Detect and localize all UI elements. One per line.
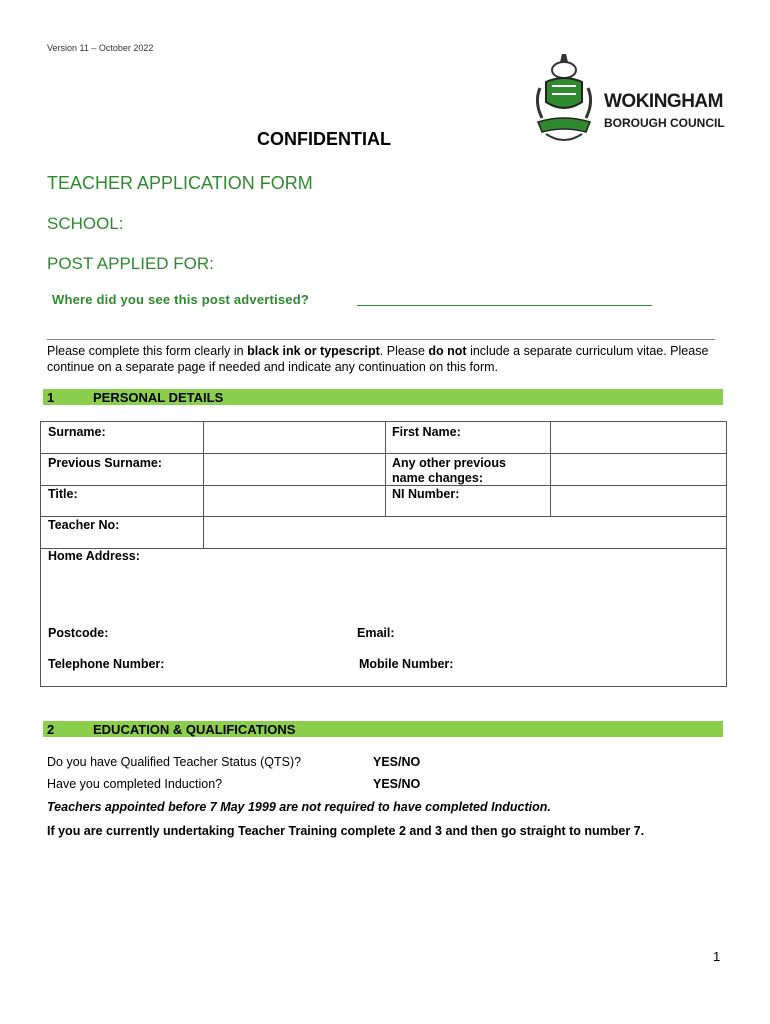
section-title: EDUCATION & QUALIFICATIONS [93,722,296,737]
form-title: TEACHER APPLICATION FORM [47,173,313,193]
title-field[interactable] [205,486,383,515]
previous-surname-label: Previous Surname: [48,456,162,470]
previous-surname-field[interactable] [205,455,383,484]
surname-field[interactable] [205,423,383,452]
teacher-training-note: If you are currently undertaking Teacher Training complete 2 and 3 and then go straight to number 7. [47,824,645,838]
ni-number-label: NI Number: [392,487,460,501]
other-name-changes-field[interactable] [552,455,724,484]
section-header-education [43,721,723,737]
postcode-label: Postcode: [48,626,109,640]
personal-details-table [40,421,727,687]
crest-icon [532,52,596,148]
school-label: SCHOOL: [47,214,124,233]
first-name-label: First Name: [392,425,461,439]
email-label: Email: [357,626,395,640]
induction-answer[interactable]: YES/NO [373,777,421,791]
title-label: Title: [48,487,78,501]
ni-number-field[interactable] [552,486,724,515]
post-applied-label: POST APPLIED FOR: [47,254,214,273]
divider [47,339,715,340]
qts-question: Do you have Qualified Teacher Status (QTS)? [47,755,302,769]
telephone-label: Telephone Number: [48,657,165,671]
induction-note: Teachers appointed before 7 May 1999 are not required to have completed Induction. [47,800,551,814]
qts-answer[interactable]: YES/NO [373,755,421,769]
mobile-label: Mobile Number: [359,657,454,671]
advert-answer-line[interactable] [357,305,652,306]
section-number: 1 [47,390,55,405]
surname-label: Surname: [48,425,106,439]
other-name-changes-label: Any other previous name changes: [392,456,506,485]
first-name-field[interactable] [552,423,724,452]
council-logo [532,52,732,148]
version-label: Version 11 – October 2022 [47,43,154,53]
logo-subtitle: BOROUGH COUNCIL [604,116,725,130]
section-number: 2 [47,722,55,737]
section-header-personal-details [43,389,723,405]
teacher-number-field[interactable] [205,518,724,547]
teacher-number-label: Teacher No: [48,518,120,532]
advert-question: Where did you see this post advertised? [52,292,310,307]
home-address-field[interactable] [48,567,718,622]
logo-title: WOKINGHAM [604,91,723,112]
section-title: PERSONAL DETAILS [93,390,224,405]
instructions-paragraph: Please complete this form clearly in black ink or typescript. Please do not include a separate curriculum vitae. Please continue on a separate page if needed and indicate any continuation on this form. [47,344,709,374]
page-number: 1 [713,949,721,964]
confidential-heading: CONFIDENTIAL [257,129,391,149]
induction-question: Have you completed Induction? [47,777,223,791]
home-address-label: Home Address: [48,549,140,563]
